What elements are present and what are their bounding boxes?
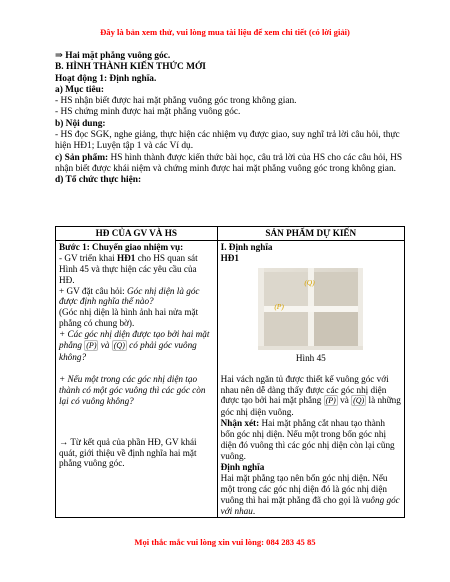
content-text: - HS đọc SGK, nghe giảng, thực hiện các nhiệm vụ được giao, suy nghĩ trả lời câu hỏi, thực hiện HĐ1; Luyện tập 1 và các Ví dụ. [55, 130, 400, 152]
left-p4-mid: và [98, 340, 112, 351]
math-plane-p-right: (P) [325, 396, 336, 406]
product-text: HS hình thành được kiến thức bài học, câu trả lời của HS cho các câu hỏi, HS nhận biết được khái niệm và chứng minh được hai mặt phẳng vuông góc trong không gian. [55, 152, 403, 174]
left-p4-b: có phải góc vuông không? [59, 340, 197, 362]
left-p1-pre: - GV triển khai [59, 252, 118, 263]
goal-label: a) Mục tiêu: [55, 84, 104, 95]
math-plane-q: (Q) [113, 341, 125, 351]
right-p1 [221, 374, 401, 419]
activity-heading: Hoạt động 1: Định nghĩa. [55, 73, 157, 84]
intro-section [55, 51, 405, 187]
left-p4-a: + Các góc nhị diện được tạo bởi hai mặt phẳng [59, 329, 210, 351]
figure-label-p: (P) [274, 301, 284, 311]
topic-line: ⇒ Hai mặt phẳng vuông góc. [55, 51, 171, 61]
definition-paragraph [221, 473, 401, 517]
header-teacher-student: HĐ CỦA GV VÀ HS [56, 227, 218, 241]
math-plane-p: (P) [86, 341, 97, 351]
left-p3: (Góc nhị diện là hình ảnh hai nửa mặt phẳng có chung bờ). [59, 307, 199, 329]
left-p1 [59, 253, 214, 286]
figure-label-q: (Q) [304, 277, 315, 287]
content-label: b) Nội dung: [55, 118, 106, 129]
right-p1-a: Hai vách ngăn tủ được thiết kế vuông góc với nhau nên dễ dàng thấy được các góc nhị diện được tạo bởi hai mặt phẳng [220, 373, 389, 406]
definition-text: Hai mặt phẳng tạo nên bốn góc nhị diện. Nếu một trong các góc nhị diện đó là góc nhị diện vuông thì hai mặt phẳng đã cho gọi là [220, 472, 388, 505]
right-cell [217, 240, 404, 518]
left-p1-post: cho HS quan sát Hình 45 và thực hiện các yêu cầu của HĐ. [59, 252, 198, 285]
bottom-banner: Mọi thắc mắc vui lòng xin vui lòng: 084 283 45 85 [134, 537, 316, 547]
left-p2-pre: + GV đặt câu hỏi: [59, 285, 128, 296]
math-plane-q-right: (Q) [353, 396, 365, 406]
right-p1-b: là những góc nhị diện vuông. [220, 395, 401, 418]
definition-term: vuông góc với nhau [220, 494, 400, 516]
hd1-label: HĐ1 [220, 252, 240, 263]
definition-label: Định nghĩa [220, 461, 265, 472]
cabinet-figure [258, 268, 363, 350]
remark-paragraph [221, 418, 401, 462]
left-p1-bold: HĐ1 [117, 252, 136, 263]
right-p1-mid: và [337, 395, 352, 406]
left-p5: + Nếu một trong các góc nhị diện tạo thành có một góc vuông thì các góc còn lại có vuông không? [59, 373, 206, 406]
left-p6: → Từ kết quả của phần HĐ, GV khái quát, giới thiệu về định nghĩa hai mặt phẳng vuông góc. [59, 436, 197, 469]
step-1-label: Bước 1: Chuyển giao nhiệm vụ: [59, 241, 184, 252]
remark-text: Hai mặt phẳng cắt nhau tạo thành bốn góc nhị diện. Nếu một trong bốn góc nhị diện đó vuông thì các góc nhị diện còn lại cũng vuông. [220, 418, 395, 461]
product-label: c) Sản phẩm: [55, 152, 109, 163]
table-header-row [56, 227, 405, 241]
activity-table [55, 226, 405, 518]
left-p2-question: Góc nhị diện là góc được định nghĩa thế nào? [59, 285, 200, 307]
figure-caption: Hình 45 [295, 352, 326, 363]
section-heading: B. HÌNH THÀNH KIẾN THỨC MỚI [55, 62, 206, 73]
definition-end: . [252, 505, 256, 516]
remark-label: Nhận xét: [220, 418, 260, 429]
organize-label: d) Tổ chức thực hiện: [55, 175, 142, 186]
left-cell [56, 240, 218, 518]
table-row [56, 240, 405, 518]
top-banner: Đây là bản xem thử, vui lòng mua tài liệu để xem chi tiết (có lời giải) [100, 27, 350, 37]
header-expected-product: SẢN PHẨM DỰ KIẾN [217, 227, 404, 241]
goal-item-2: - HS chứng minh được hai mặt phẳng vuông góc. [55, 107, 241, 118]
left-p2 [59, 286, 214, 308]
goal-item-1: - HS nhận biết được hai mặt phẳng vuông góc trong không gian. [55, 96, 297, 107]
definition-heading: I. Định nghĩa [220, 241, 273, 252]
product-paragraph [55, 153, 405, 176]
left-p4 [59, 329, 214, 363]
